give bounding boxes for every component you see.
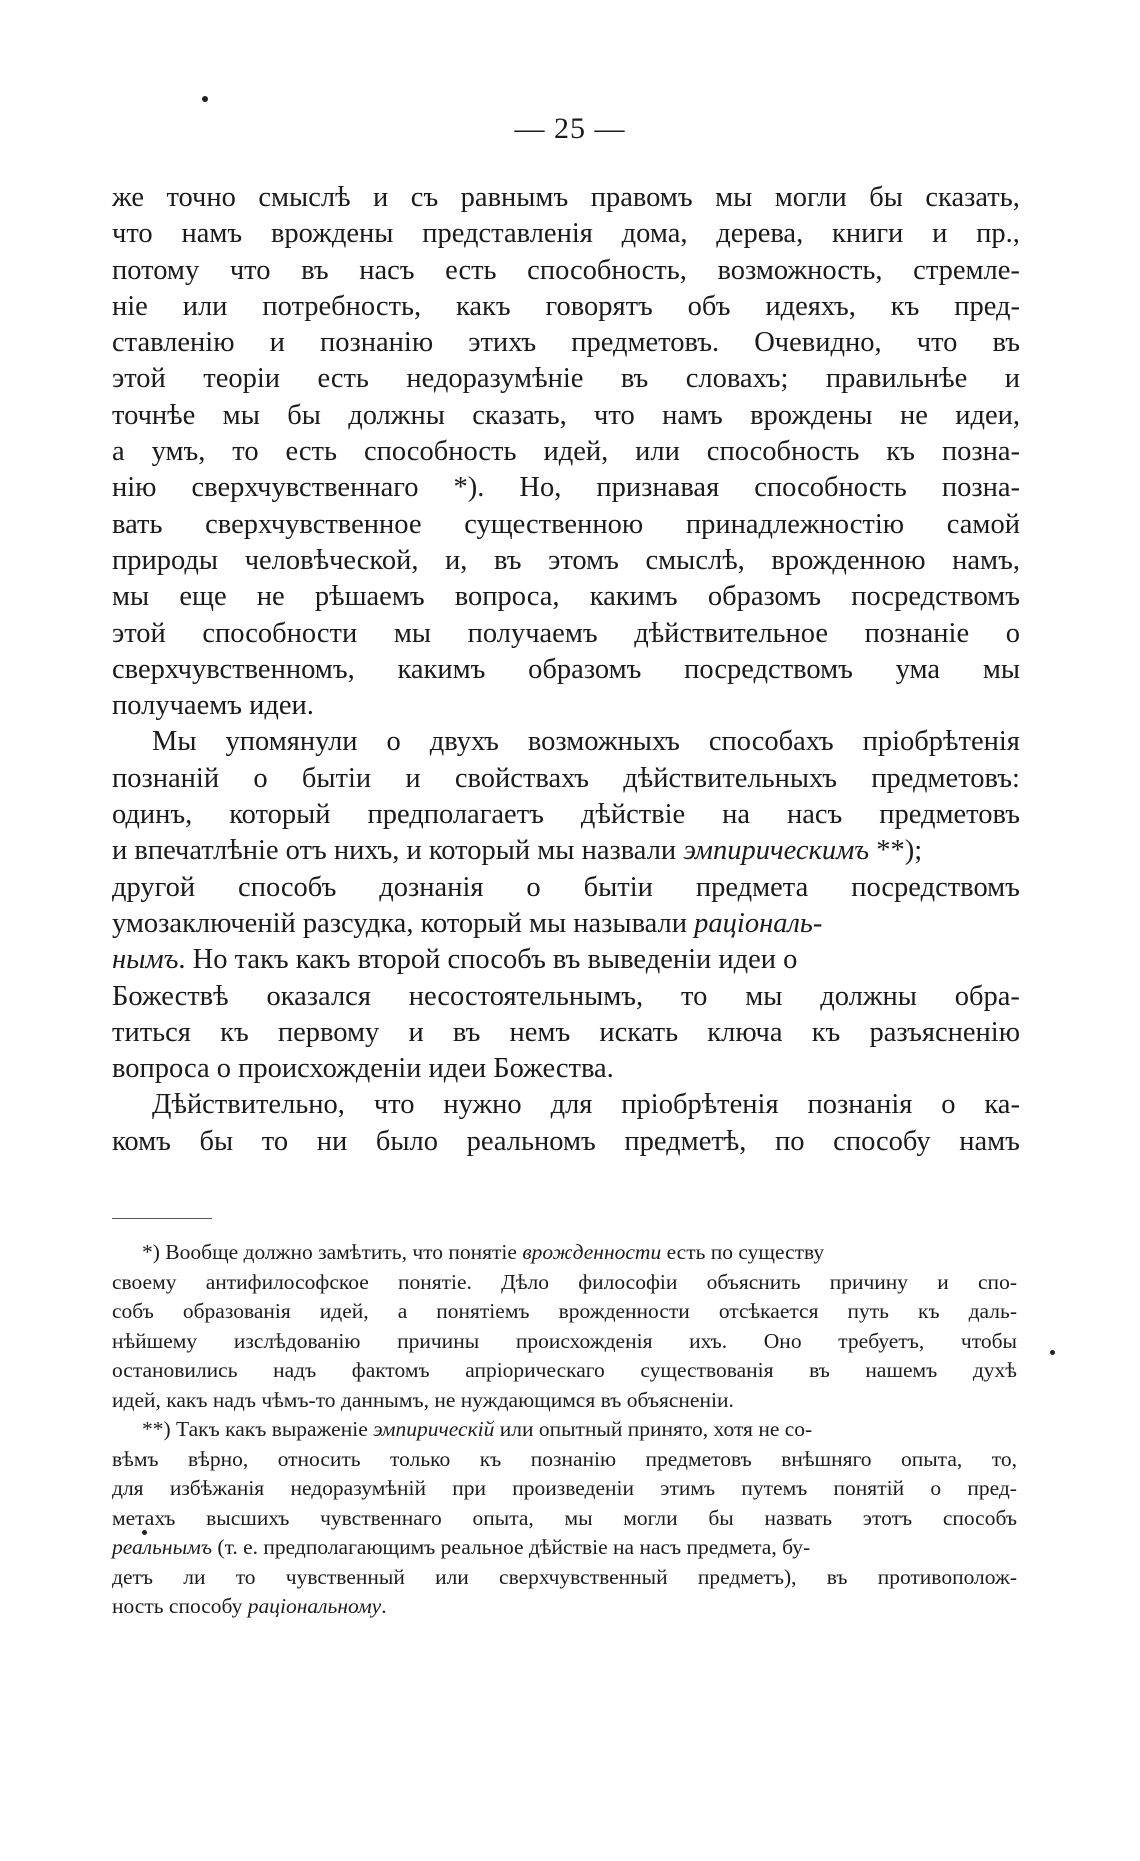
footnote-line: для избѣжанія недоразумѣній при произведеніи этимъ путемъ понятій о пред- bbox=[112, 1476, 1017, 1500]
footnotes bbox=[112, 1238, 1017, 1622]
footnote-line: нѣйшему изслѣдованію причины происхожденія ихъ. Оно требуетъ, чтобы bbox=[112, 1328, 1017, 1353]
text-span: . bbox=[381, 1594, 387, 1618]
text-span: **) Такъ какъ выраженіе bbox=[142, 1417, 374, 1441]
ink-speck bbox=[1050, 1350, 1055, 1355]
main-text bbox=[112, 180, 1020, 1160]
text-line: комъ бы то ни было реальномъ предметѣ, по способу намъ bbox=[112, 1125, 1020, 1157]
text-line: Мы упомянули о двухъ возможныхъ способахъ пріобрѣтенія bbox=[152, 726, 1020, 758]
text-line: точнѣе мы бы должны сказать, что намъ врождены не идеи, bbox=[112, 399, 1020, 431]
italic-term: эмпирическимъ bbox=[683, 835, 870, 867]
text-line: что намъ врождены представленія дома, дерева, книги и пр., bbox=[112, 218, 1020, 250]
text-span: (т. е. предполагающимъ реальное дѣйствіе на насъ предмета, бу- bbox=[212, 1535, 811, 1559]
footnote-line: метахъ высшихъ чувственнаго опыта, мы могли бы назвать этотъ способъ bbox=[112, 1505, 1017, 1530]
italic-term: врожденности bbox=[522, 1240, 662, 1264]
footnote-line: идей, какъ надъ чѣмъ-то даннымъ, не нуждающимся въ объясненіи. bbox=[112, 1387, 734, 1412]
footnote-line bbox=[112, 1592, 1017, 1622]
italic-term: реальнымъ bbox=[112, 1535, 213, 1559]
footnote-line bbox=[112, 1533, 1017, 1563]
text-span: . Но такъ какъ второй способъ въ выведеніи идеи о bbox=[178, 944, 798, 976]
text-line: а умъ, то есть способность идей, или способность къ позна- bbox=[112, 436, 1020, 468]
text-line: мы еще не рѣшаемъ вопроса, какимъ образомъ посредствомъ bbox=[112, 581, 1020, 613]
page-number: — 25 — bbox=[514, 112, 626, 145]
text-line: этой теоріи есть недоразумѣніе въ словахъ; правильнѣе и bbox=[112, 363, 1020, 395]
italic-term: нымъ bbox=[112, 944, 179, 976]
text-line: вать сверхчувственное существенною принадлежностію самой bbox=[112, 508, 1020, 540]
text-line: этой способности мы получаемъ дѣйствительное познаніе о bbox=[112, 617, 1020, 649]
text-line: титься къ первому и въ немъ искать ключа къ разъясненію bbox=[112, 1016, 1020, 1048]
text-line: одинъ, который предполагаетъ дѣйствіе на насъ предметовъ bbox=[112, 799, 1020, 831]
footnote-line: своему антифилософское понятіе. Дѣло философіи объяснить причину и спо- bbox=[112, 1269, 1017, 1294]
text-line: Дѣйствительно, что нужно для пріобрѣтенія познанія о ка- bbox=[152, 1089, 1020, 1121]
italic-term: эмпирическій bbox=[373, 1417, 495, 1441]
text-line: сверхчувственномъ, какимъ образомъ посредствомъ ума мы bbox=[112, 653, 1020, 685]
footnote-line bbox=[112, 1415, 1017, 1445]
text-line bbox=[112, 906, 1020, 942]
footnote-line: детъ ли то чувственный или сверхчувственный предметъ), въ противополож- bbox=[112, 1564, 1017, 1589]
text-line bbox=[112, 942, 1020, 978]
text-line: нію сверхчувственнаго *). Но, признавая способность позна- bbox=[112, 472, 1020, 504]
text-span: есть по существу bbox=[661, 1240, 825, 1264]
text-line: потому что въ насъ есть способность, возможность, стремле- bbox=[112, 254, 1020, 286]
text-span: **); bbox=[869, 835, 923, 867]
italic-term: раціональному bbox=[247, 1594, 382, 1618]
ink-speck bbox=[202, 96, 208, 102]
text-line: природы человѣческой, и, въ этомъ смыслѣ, врожденною намъ, bbox=[112, 544, 1020, 576]
text-line: Божествѣ оказался несостоятельнымъ, то мы должны обра- bbox=[112, 980, 1020, 1012]
text-span: или опытный принято, хотя не со- bbox=[494, 1417, 813, 1441]
text-line: вопроса о происхожденіи идеи Божества. bbox=[112, 1053, 614, 1085]
footnote-line: остановились надъ фактомъ апріорическаго существованія въ нашемъ духѣ bbox=[112, 1358, 1017, 1382]
text-line: ставленію и познанію этихъ предметовъ. Очевидно, что въ bbox=[112, 327, 1020, 359]
footnote-line: собъ образованія идей, а понятіемъ врожденности отсѣкается путь къ даль- bbox=[112, 1299, 1017, 1323]
text-line bbox=[112, 833, 1020, 869]
footnote-separator bbox=[112, 1218, 212, 1219]
footnote-line: вѣмъ вѣрно, относить только къ познанію предметовъ внѣшняго опыта, то, bbox=[112, 1446, 1017, 1471]
text-line: познаній о бытіи и свойствахъ дѣйствительныхъ предметовъ: bbox=[112, 762, 1020, 794]
text-line: ніе или потребность, какъ говорятъ объ идеяхъ, къ пред- bbox=[112, 290, 1020, 322]
text-line: получаемъ идеи. bbox=[112, 690, 314, 722]
footnote-line bbox=[112, 1238, 1017, 1268]
text-span: и впечатлѣніе отъ нихъ, и который мы назвали bbox=[112, 835, 684, 867]
italic-term: раціональ- bbox=[694, 907, 823, 939]
text-span: ность способу bbox=[112, 1594, 248, 1618]
text-span: умозаключеній разсудка, который мы называли bbox=[112, 907, 695, 939]
text-line: другой способъ дознанія о бытіи предмета посредствомъ bbox=[112, 871, 1020, 903]
text-span: *) Вообще должно замѣтить, что понятіе bbox=[142, 1240, 523, 1264]
text-line: же точно смыслѣ и съ равнымъ правомъ мы могли бы сказать, bbox=[112, 182, 1020, 213]
